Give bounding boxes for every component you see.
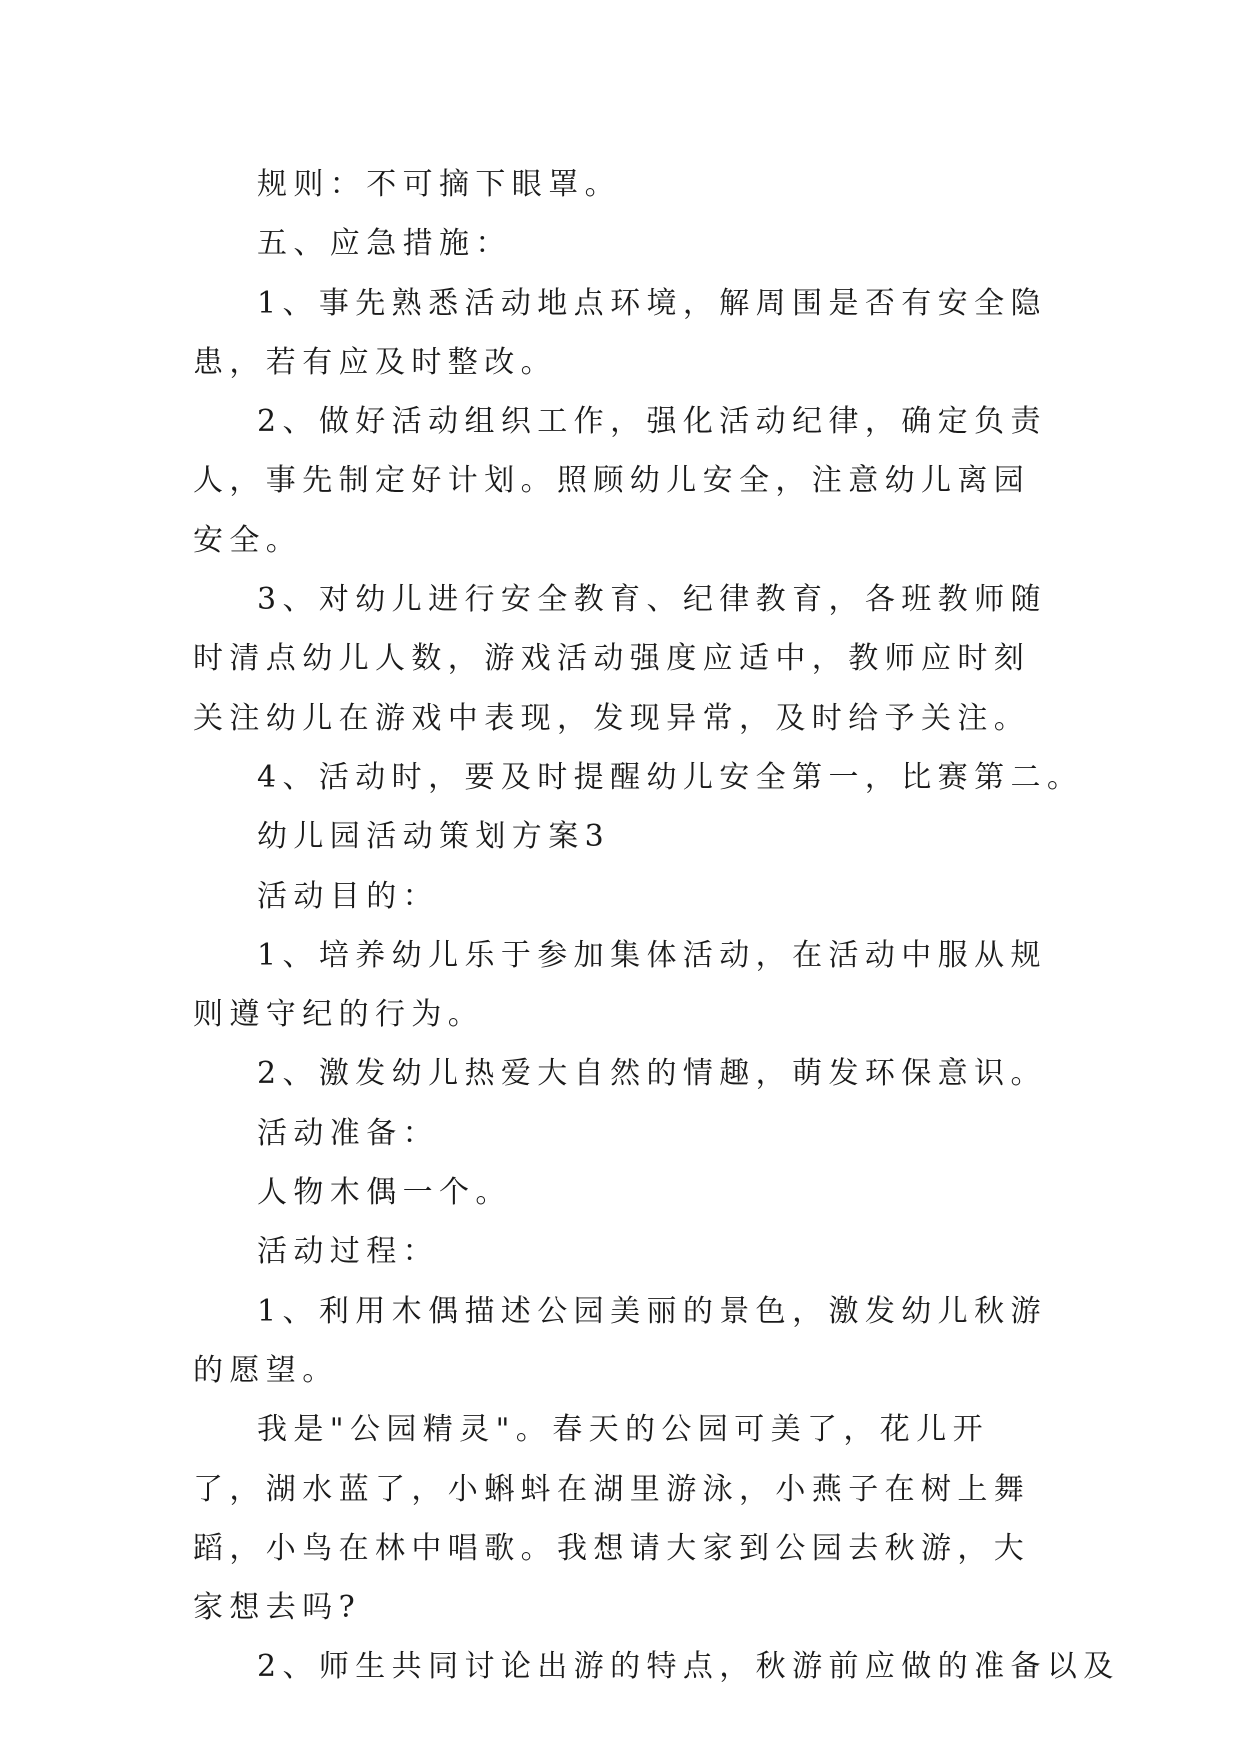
paragraph-rule: 规则：不可摘下眼罩。 (257, 167, 621, 202)
paragraph-measure-3: 3、对幼儿进行安全教育、纪律教育，各班教师随时清点幼儿人数，游戏活动强度应适中，教师应时刻关注幼儿在游戏中表现，发现异常，及时给予关注。 (193, 582, 1047, 736)
heading-activity-goals: 活动目的： (257, 878, 439, 914)
heading-activity-process: 活动过程： (257, 1234, 439, 1270)
section-title-plan-3: 幼儿园活动策划方案3 (257, 819, 611, 855)
paragraph-measure-1: 1、事先熟悉活动地点环境，解周围是否有安全隐患，若有应及时整改。 (193, 285, 1047, 380)
paragraph-goal-1: 1、培养幼儿乐于参加集体活动，在活动中服从规则遵守纪的行为。 (193, 937, 1047, 1033)
paragraph-process-1: 1、利用木偶描述公园美丽的景色，激发幼儿秋游的愿望。 (193, 1293, 1047, 1388)
paragraph-process-2: 2、师生共同讨论出游的特点，秋游前应做的准备以及 (257, 1649, 1120, 1685)
heading-emergency-measures: 五、应急措施： (257, 226, 512, 262)
paragraph-measure-4: 4、活动时，要及时提醒幼儿安全第一，比赛第二。 (257, 759, 1084, 795)
document-body (193, 155, 1120, 1697)
heading-activity-preparation: 活动准备： (257, 1115, 439, 1151)
paragraph-goal-2: 2、激发幼儿热爱大自然的情趣，萌发环保意识。 (257, 1056, 1047, 1092)
paragraph-preparation: 人物木偶一个。 (257, 1175, 512, 1211)
paragraph-park-spirit: 我是"公园精灵"。春天的公园可美了，花儿开了，湖水蓝了，小蝌蚪在湖里游泳，小燕子在树上舞蹈，小鸟在林中唱歌。我想请大家到公园去秋游，大家想去吗? (193, 1412, 1031, 1626)
paragraph-measure-2: 2、做好活动组织工作，强化活动纪律，确定负责人，事先制定好计划。照顾幼儿安全，注意幼儿离园安全。 (193, 404, 1047, 558)
